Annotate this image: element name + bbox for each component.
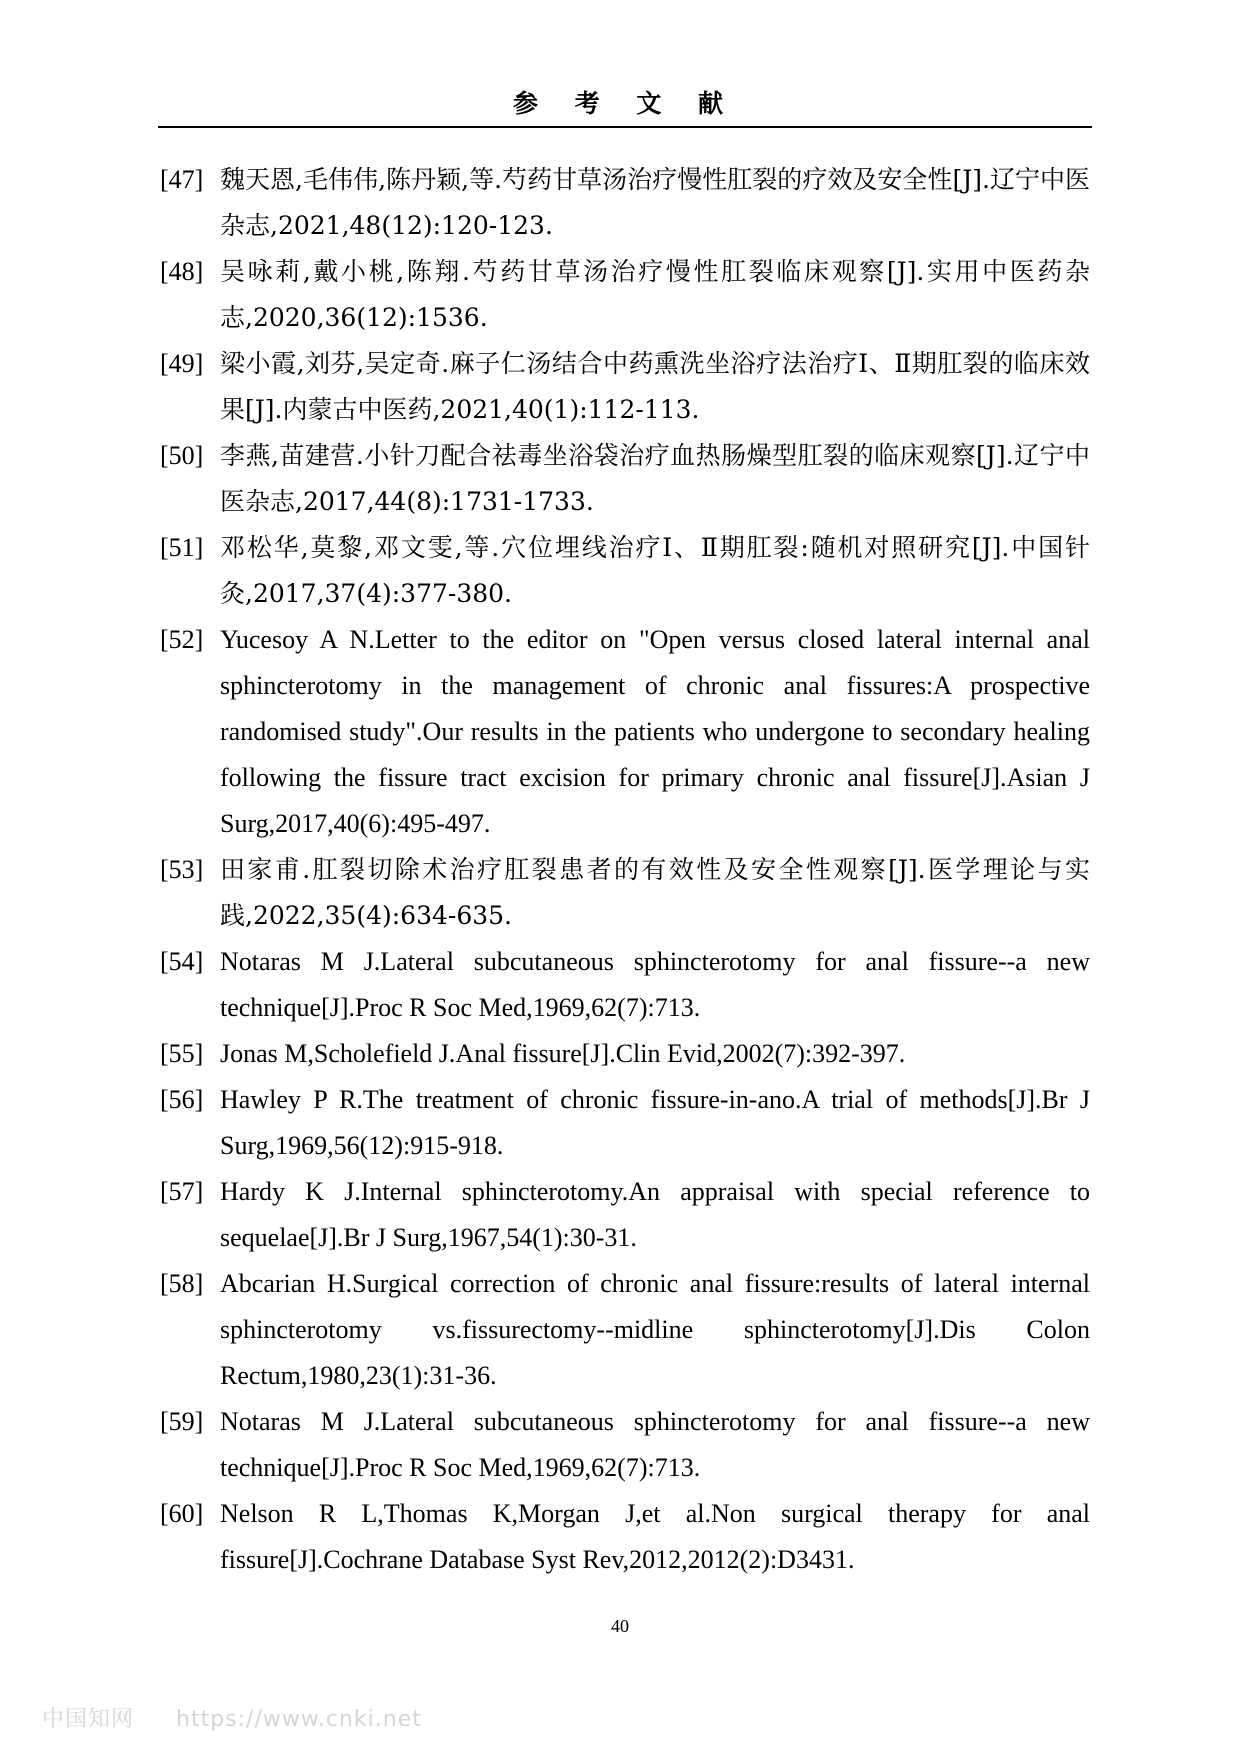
reference-number: [56] (160, 1085, 204, 1114)
reference-text: 吴咏莉,戴小桃,陈翔.芍药甘草汤治疗慢性肛裂临床观察[J].实用中医药杂志,2020,36(12):1536. (220, 257, 1090, 332)
reference-text: Hawley P R.The treatment of chronic fissure-in-ano.A trial of methods[J].Br J Surg,1969,56(12):915-918. (220, 1085, 1090, 1160)
reference-number: [58] (160, 1269, 204, 1298)
watermark-url: https://www.cnki.net (176, 1707, 422, 1732)
reference-text: Jonas M,Scholefield J.Anal fissure[J].Clin Evid,2002(7):392-397. (220, 1039, 906, 1068)
reference-number: [57] (160, 1177, 204, 1206)
reference-number: [54] (160, 947, 204, 976)
reference-number: [53] (160, 855, 204, 884)
reference-item (160, 525, 1090, 617)
reference-text: 梁小霞,刘芬,吴定奇.麻子仁汤结合中药熏洗坐浴疗法治疗Ⅰ、Ⅱ期肛裂的临床效果[J].内蒙古中医药,2021,40(1):112-113. (220, 349, 1090, 424)
reference-item (160, 1077, 1090, 1169)
reference-number: [48] (160, 257, 204, 286)
page-header-title: 参 考 文 献 (512, 89, 738, 118)
header-rule (158, 126, 1092, 128)
reference-number: [52] (160, 625, 204, 654)
reference-number: [49] (160, 349, 204, 378)
reference-item (160, 433, 1090, 525)
reference-text: Nelson R L,Thomas K,Morgan J,et al.Non surgical therapy for anal fissure[J].Cochrane Database Syst Rev,2012,2012(2):D3431. (220, 1499, 1090, 1574)
reference-item (160, 617, 1090, 847)
reference-item (160, 1491, 1090, 1583)
reference-text: 田家甫.肛裂切除术治疗肛裂患者的有效性及安全性观察[J].医学理论与实践,2022,35(4):634-635. (220, 855, 1090, 930)
reference-item (160, 157, 1090, 249)
reference-item (160, 1031, 1090, 1077)
reference-item (160, 1169, 1090, 1261)
reference-text: Notaras M J.Lateral subcutaneous sphincterotomy for anal fissure--a new technique[J].Proc R Soc Med,1969,62(7):713. (220, 1407, 1090, 1482)
reference-number: [55] (160, 1039, 204, 1068)
reference-text: Notaras M J.Lateral subcutaneous sphincterotomy for anal fissure--a new technique[J].Proc R Soc Med,1969,62(7):713. (220, 947, 1090, 1022)
reference-item (160, 1261, 1090, 1399)
cnki-watermark (42, 1702, 422, 1733)
reference-item (160, 939, 1090, 1031)
watermark-logo-text: 中国知网 (42, 1707, 135, 1732)
reference-number: [59] (160, 1407, 204, 1436)
reference-item (160, 1399, 1090, 1491)
reference-item (160, 847, 1090, 939)
reference-text: 李燕,苗建营.小针刀配合祛毒坐浴袋治疗血热肠燥型肛裂的临床观察[J].辽宁中医杂志,2017,44(8):1731-1733. (220, 441, 1090, 516)
reference-text: 邓松华,莫黎,邓文雯,等.穴位埋线治疗Ⅰ、Ⅱ期肛裂:随机对照研究[J].中国针灸,2017,37(4):377-380. (220, 533, 1090, 608)
reference-text: Abcarian H.Surgical correction of chronic anal fissure:results of lateral internal sphincterotomy vs.fissurectomy--midline sphincterotomy[J].Dis Colon Rectum,1980,23(1):31-36. (220, 1269, 1090, 1390)
reference-item (160, 249, 1090, 341)
page-number: 40 (611, 1616, 629, 1636)
reference-number: [47] (160, 165, 204, 194)
reference-number: [51] (160, 533, 204, 562)
reference-text: Hardy K J.Internal sphincterotomy.An appraisal with special reference to sequelae[J].Br J Surg,1967,54(1):30-31. (220, 1177, 1090, 1252)
reference-text: Yucesoy A N.Letter to the editor on "Open versus closed lateral internal anal sphincterotomy in the management of chronic anal fissures:A prospective randomised study".Our results in the patients who undergone to secondary healing following the fissure tract excision for primary chronic anal fissure[J].Asian J Surg,2017,40(6):495-497. (220, 625, 1090, 838)
reference-number: [60] (160, 1499, 204, 1528)
reference-list (160, 157, 1090, 1583)
reference-number: [50] (160, 441, 204, 470)
reference-text: 魏天恩,毛伟伟,陈丹颖,等.芍药甘草汤治疗慢性肛裂的疗效及安全性[J].辽宁中医杂志,2021,48(12):120-123. (220, 165, 1090, 240)
reference-item (160, 341, 1090, 433)
